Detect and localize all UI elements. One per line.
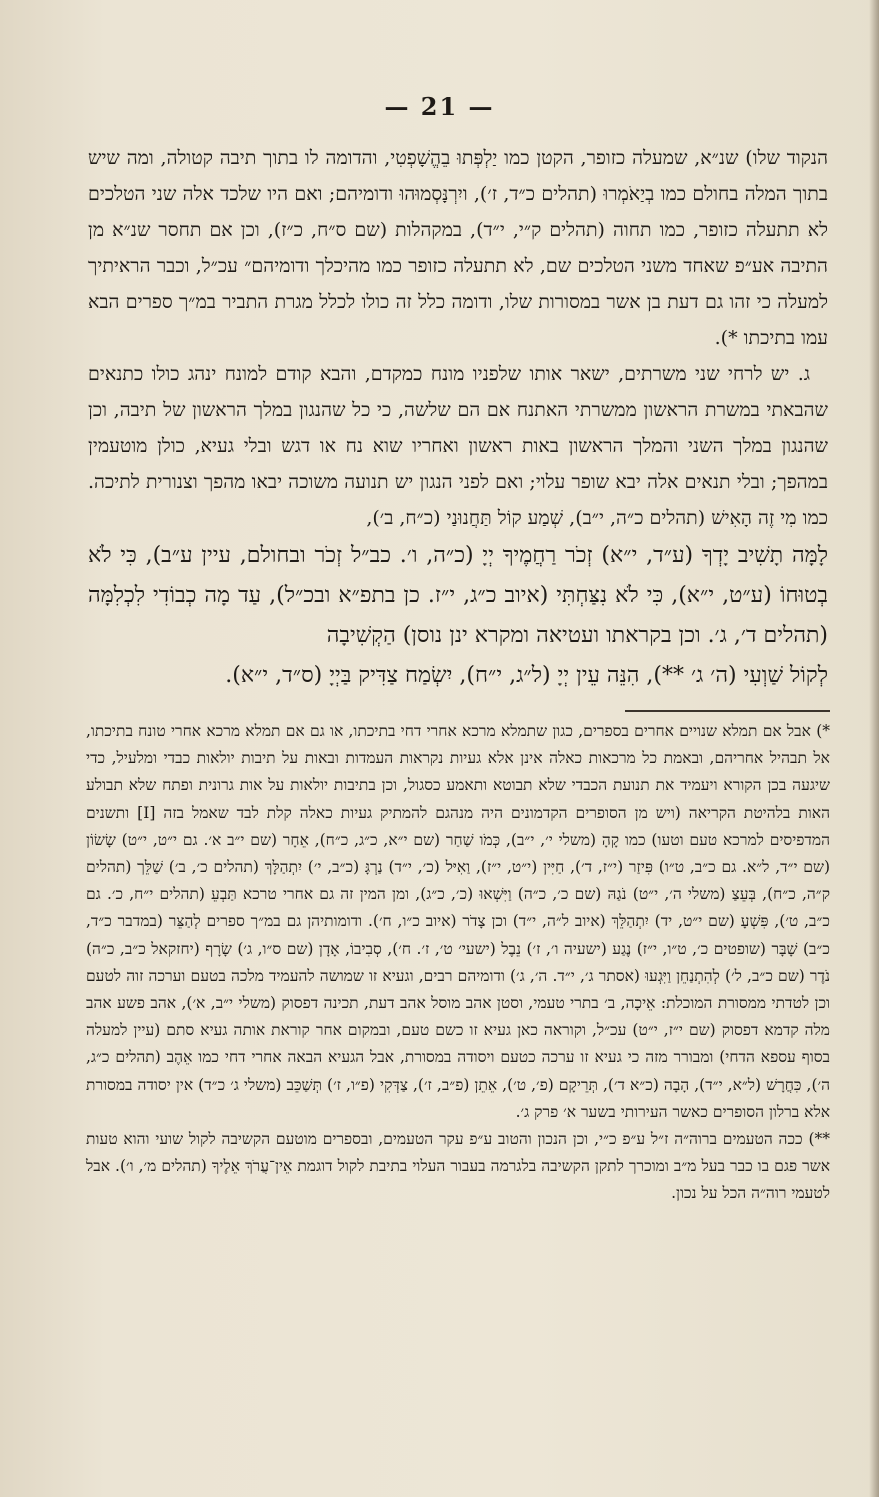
- paragraph-2-quotes: לָמָּה תָשִׁיב יָדְךָ (ע״ד, י״א) זְכֹר רַחֲמֶיךָ יְיָ (כ״ה, ו׳. כב״ל זְכֹר ובחולם, עיין ע״ב), כִּי לֹא בְטוּחוֹ (ע״ט, י״א), כִּי לֹא נִצַּחְתִּי (איוב כ״ג, י״ז. כן בתפ״א ובכ״ל), עַד מָה כְבוֹדִי לִכְלִמָּה (תהלים ד׳, ג׳. וכן בקראתו ועטיאה ומקרא ינן נוסן) הַקְשִׁיבָה: [88, 543, 828, 648]
- footnote-divider: [625, 710, 830, 712]
- page-edge-shadow: [869, 0, 879, 1497]
- main-text: [88, 140, 828, 696]
- paragraph-2: ג. יש לרחי שני משרתים, ישאר אותו שלפניו מונח כמקדם, והבא קודם למונח ינהג כולו כתנאים שהבאתי במשרת הראשון ממשרתי האתנח אם הם שלשה, כי כל שהנגון במלך הראשון של תיבה, וכן שהנגון במלך השני והמלך הראשון באות ראשון ואחריו שוא נח או דגש ובלי געיא, כולן מוטעמין במהפך; ובלי תנאים אלה יבא שופר עלוי; ואם לפני הנגון יש תנועה משוכה יבאו מהפך וצנורית לתיכה. כמו מִי זֶה הָאִישׁ (תהלים כ״ה, י״ב), שְׁמַע קוֹל תַּחֲנוּנַי (כ״ח, ב׳),: [88, 363, 828, 529]
- footnote-2: **) ככה הטעמים ברוה״ה ז״ל ע״פ כ״י, וכן הנכון והטוב ע״פ עקר הטעמים, ובספרים מוטעם הקשיבה לקול שועי והוא טעות אשר פגם בו כבר בעל מ״ב ומוכרך לתקן הקשיבה בלגרמה בעבור העלוי בתיבת לקול דוגמת אֵין־עֲרֹךְ אֵלֶיךָ (תהלים מ׳, ו׳). אבל לטעמי רוה״ה הכל על נכון.: [86, 1130, 830, 1203]
- page-number: — 21 —: [384, 92, 495, 121]
- footnote-1: *) אבל אם תמלא שנויים אחרים בספרים, כגון שתמלא מרכא אחרי דחי בתיכתו, או גם אם תמלא מרכא אחרי טונח בתיכתו, אל תבהיל אחריהם, ובאמת כל מרכאות כאלה אינן אלא געיות נקראות העמדות ובאות על תיבות יולאות כבדי ומלעיל, כדי שיגעה בכן הקורא ויעמיד את תנועת הכבדי שלא תבוטא ותאמע כסגול, וכן בתיבות יולאות על אות גרונית ופתח שלא תבולע האות בלהיטת הקריאה (ויש מן הסופרים הקדמונים היה מנהגם להמתיק געיות כאלה קלת לבד שאמל בזה [I] ותשנים המדפיסים למרכא טעם וטעו) כמו קָהָ (משלי י׳, י״ב), כְּמֹו שַׁחַר (שם י״א, כ״ג, כ״ח), אֵחָר (שם י״ב א׳. גם י״ט, י״ט) שָׂשׂוֹן (שם י״ד, ל״א. גם כ״ב, ט״ו) פִּיזַר (י״ז, ד׳), חַיִּין (י״ט, י״ז), וַאִיּל (כ׳, י״ד) נַרְגָּ (כ״ב, י׳) יִתְהַלָּךְ (תהלים כ׳, ב׳) שַׁלֵּך (תהלים ק״ה, כ״ח), בְּעֵצַ (משלי ה׳, י״ט) נֹגַהּ (שם כ׳, כ״ה) וַיִּשְׁאוּ (כ׳, כ״ג), ומן המין זה גם אחרי טרכא תַּבְעֵ (תהלים י״ח, כ׳. גם כ״ב, ט׳), פִּשְׁעָ (שם י״ט, יד) יִתְהַלֵּךְ (איוב ל״ה, י״ד) וכן צָדֹר (איוב כ״ו, ח׳). ודומותיהן גם במ״ך ספרים לְהַצֵּר (במדבר כ״ד, כ״ב) שָׁבָּר (שופטים כ׳, ט״ו, י״ז) נֶגַע (ישעיה ו׳, ז׳) נֵבֶל (ישעי׳ ט׳, ז׳. ח׳), סְבִיבוֹ, אָדָן (שם ס״ו, ג׳) שָׂרָף (יחזקאל כ״ב, כ״ה) נֹדֶר (שם כ״ב, ל׳) לְהִתְנַחֵן וַיִּגְעוּ (אסתר ג׳, י״ד. ה׳, ג׳) ודומיהם רבים, וגעיא זו שמושה להעמיד מלכה בטעם וערכה זוה לטעם וכן לטדתי ממסורת המוכלת: אֵיכָה, ב׳ בתרי טעמי, וסטן אהב מוסל אהב דעת, תכינה דפסוק (משלי י״ב, א׳), אהב פשע אהב מלה קדמא דפסוק (שם י״ז, י״ט) עכ״ל, וקוראה כאן געיא זו כשם טעם, ובמקום אחר קוראת אותה געיא סתם (עיין למעלה בסוף עספא הדחי) ומבורר מזה כי געיא זו ערכה כטעם ויסודה במסורת, אבל הגעיא הבאה אחרי דחי כמו אֵהֶב (תהלים כ״ג, ה׳), כִּחֲרָשׁ (ל״א, י״ד), הָבָה (כ״א ד׳), תְּרֵיקָם (פ׳, ט׳), אֵתֵן (פ״ב, ז׳), צַדְּקִי (פ״ו, ז׳) תְּשַׁכֵּב (משלי ג׳ כ״ד) אין יסודה במסורת אלא ברלון הסופרים כאשר העירותי בשער א׳ פרק ג׳.: [86, 722, 830, 1121]
- paragraph-1: הנקוד שלו) שנ״א, שמעלה כזופר, הקטן כמו יַלְפְּתוּ בֵהֱשָׁפְטִי, והדומה לו בתוך תיבה קטולה, ומה שיש בתוך המלה בחולם כמו בְיַאֹמְרוּ (תהלים כ״ד, ז׳), ויִרְנָּסְמוּהוּ ודומיהם; ואם היו שלכד אלה שני הטלכים לא תתעלה כזופר, כמו תחוה (תהלים ק״י, י״ד), במקהלות (שם ס״ח, כ״ז), וכן אם תחסר שנ״א מן התיבה אע״פ שאחד משני הטלכים שם, לא תתעלה כזופר כמו מהיכלך ודומיהם״ עכ״ל, וכבר הראיתיך למעלה כי זהו גם דעת בן אשר במסורות שלו, ודומה כלל זה כולו לכלל מגרת התביר במ״ך ספרים הבא עמו בתיכתו *).: [88, 147, 828, 349]
- paragraph-2-ending: לְקוֹל שַׁוְעִי (ה׳ ג׳ **), הִנֵּה עֵין יְיָ (ל״ג, י״ח), יִשְׂמַח צַדִּיק בַּיְיָ (ס״ד, י״א).: [225, 663, 828, 688]
- footnotes: [86, 718, 830, 1208]
